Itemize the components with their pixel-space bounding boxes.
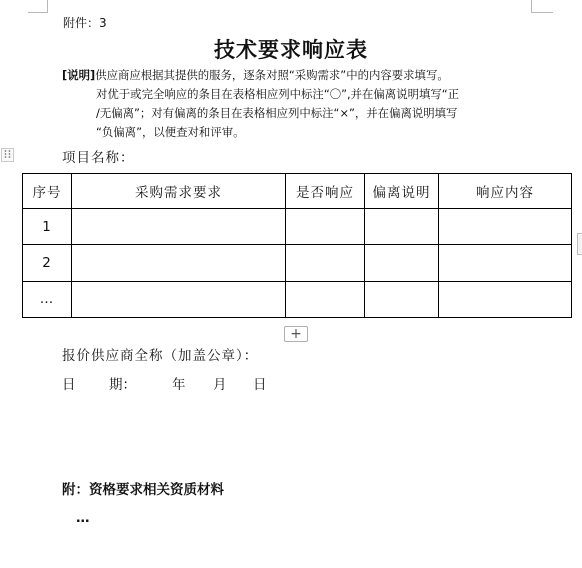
cell-responded[interactable]: [286, 209, 365, 245]
note-line-4: “负偏离”，以便查对和评审。: [96, 125, 245, 139]
table-row: [23, 209, 572, 245]
date-day: 日: [253, 377, 267, 393]
note-line-3: /无偏离”；对有偏离的条目在表格相应列中标注“×”，并在偏离说明填写: [96, 106, 458, 120]
cell-requirement[interactable]: [72, 209, 286, 245]
header-seq: 序号: [23, 174, 72, 209]
header-requirement: 采购需求要求: [72, 174, 286, 209]
date-month: 月: [213, 377, 227, 393]
move-handle-dots: [3, 149, 12, 159]
note-tag: [说明]: [62, 68, 96, 82]
requirements-table: [22, 173, 572, 318]
cell-deviation[interactable]: [365, 209, 439, 245]
header-deviation: 偏离说明: [365, 174, 439, 209]
cell-deviation[interactable]: [365, 245, 439, 281]
supplier-name-label: 报价供应商全称（加盖公章）：: [62, 348, 259, 364]
instruction-note: [62, 66, 542, 142]
appendix-title: 附：资格要求相关资质材料: [62, 482, 224, 498]
note-line-2: 对优于或完全响应的条目在表格相应列中标注“〇”,并在偏离说明填写“正: [96, 87, 460, 101]
header-response-content: 响应内容: [439, 174, 572, 209]
date-year: 年: [172, 377, 186, 393]
date-day-char: 日: [62, 377, 76, 393]
cell-seq[interactable]: …: [23, 281, 72, 317]
table-row: [23, 281, 572, 317]
attachment-number: 附件：3: [63, 16, 107, 30]
crop-mark-right-horizontal: [531, 12, 553, 13]
table-header-row: [23, 174, 572, 209]
cell-seq[interactable]: 1: [23, 209, 72, 245]
appendix-ellipsis: …: [76, 510, 90, 526]
project-name-label: 项目名称：: [62, 150, 135, 166]
table-row: [23, 245, 572, 281]
cell-responded[interactable]: [286, 281, 365, 317]
add-row-plus-icon[interactable]: +: [284, 326, 308, 342]
header-responded: 是否响应: [286, 174, 365, 209]
cell-responded[interactable]: [286, 245, 365, 281]
table-resize-handle[interactable]: [577, 233, 582, 255]
cell-response-content[interactable]: [439, 245, 572, 281]
table-move-handle-icon[interactable]: [1, 148, 14, 162]
crop-mark-left-horizontal: [28, 12, 48, 13]
cell-requirement[interactable]: [72, 245, 286, 281]
cell-deviation[interactable]: [365, 281, 439, 317]
document-title: 技术要求响应表: [214, 37, 368, 62]
cell-response-content[interactable]: [439, 281, 572, 317]
cell-requirement[interactable]: [72, 281, 286, 317]
cell-seq[interactable]: 2: [23, 245, 72, 281]
date-period-label: 期：: [109, 377, 136, 393]
cell-response-content[interactable]: [439, 209, 572, 245]
note-line-1: 供应商应根据其提供的服务，逐条对照“采购需求”中的内容要求填写。: [95, 68, 449, 82]
